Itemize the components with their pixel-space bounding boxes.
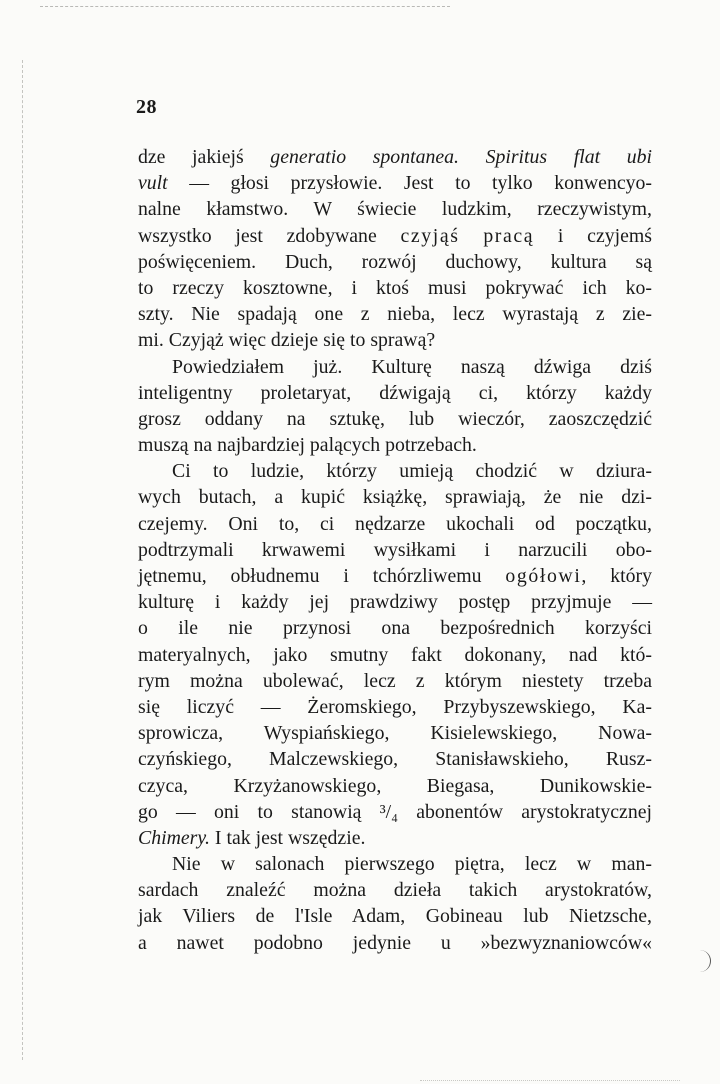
scan-edge-left [22,60,23,1060]
text-line-2: vult — głosi przysłowie. Jest to tylko konwencyo- [138,172,652,195]
text-line-26: go — oni to stanowią ³/₄ abonentów arystokratycznej [138,800,652,823]
text-line-1: dze jakiejś generatio spontanea. Spiritus flat ubi [138,146,652,168]
text-line-17: jętnemu, obłudnemu i tchórzliwemu ogółowi, który [138,565,652,587]
body-text [138,144,652,956]
scan-edge-top [40,6,450,7]
text-line-5: poświęceniem. Duch, rozwój duchowy, kultura są [138,250,652,273]
text-line-27: Chimery. I tak jest wszędzie. [138,826,366,849]
text-line-30: jak Viliers de l'Isle Adam, Gobineau lub Nietzsche, [138,905,652,928]
text-line-8: mi. Czyjąż więc dzieje się to sprawą? [138,329,436,352]
text-line-13: Ci to ludzie, którzy umieją chodzić w dziura- [172,460,652,483]
text-line-29: sardach znaleźć można dzieła takich arystokratów, [138,879,652,902]
text-line-6: to rzeczy kosztowne, i ktoś musi pokrywać ich ko- [138,276,652,299]
text-line-19: o ile nie przynosi ona bezpośrednich korzyści [138,617,652,640]
text-line-15: czejemy. Oni to, ci nędzarze ukochali od początku, [138,512,652,535]
text-line-14: wych butach, a kupić książkę, sprawiają, że nie dzi- [138,486,652,509]
text-line-3: nalne kłamstwo. W świecie ludzkim, rzeczywistym, [138,198,652,221]
text-line-11: grosz oddany na sztukę, lub wieczór, zaoszczędzić [138,407,652,430]
text-line-4: wszystko jest zdobywane czyjąś pracą i czyjemś [138,224,652,247]
text-line-23: sprowicza, Wyspiańskiego, Kisielewskiego, Nowa- [138,722,652,745]
text-line-7: szty. Nie spadają one z nieba, lecz wyrastają z zie- [138,303,652,326]
text-line-12: muszą na najbardziej palących potrzebach. [138,434,477,457]
text-line-28: Nie w salonach pierwszego piętra, lecz w man- [172,853,652,876]
scan-mark-right [700,950,711,972]
text-line-31: a nawet podobno jedynie u »bezwyznaniowców« [138,931,652,954]
text-line-9: Powiedziałem już. Kulturę naszą dźwiga dziś [172,355,652,378]
scan-edge-bottom [420,1080,680,1081]
page-number: 28 [136,96,157,118]
text-line-20: materyalnych, jako smutny fakt dokonany, nad któ- [138,643,652,666]
text-line-18: kulturę i każdy jej prawdziwy postęp przyjmuje — [138,591,652,614]
text-line-24: czyńskiego, Malczewskiego, Stanisławskieho, Rusz- [138,748,652,771]
text-line-16: podtrzymali krwawemi wysiłkami i narzucili obo- [138,538,652,561]
text-line-25: czyca, Krzyżanowskiego, Biegasa, Dunikowskie- [138,774,652,797]
text-line-22: się liczyć — Żeromskiego, Przybyszewskiego, Ka- [138,695,652,718]
text-line-10: inteligentny proletaryat, dźwigają ci, którzy każdy [138,381,652,404]
text-line-21: rym można ubolewać, lecz z którym niestety trzeba [138,669,652,692]
